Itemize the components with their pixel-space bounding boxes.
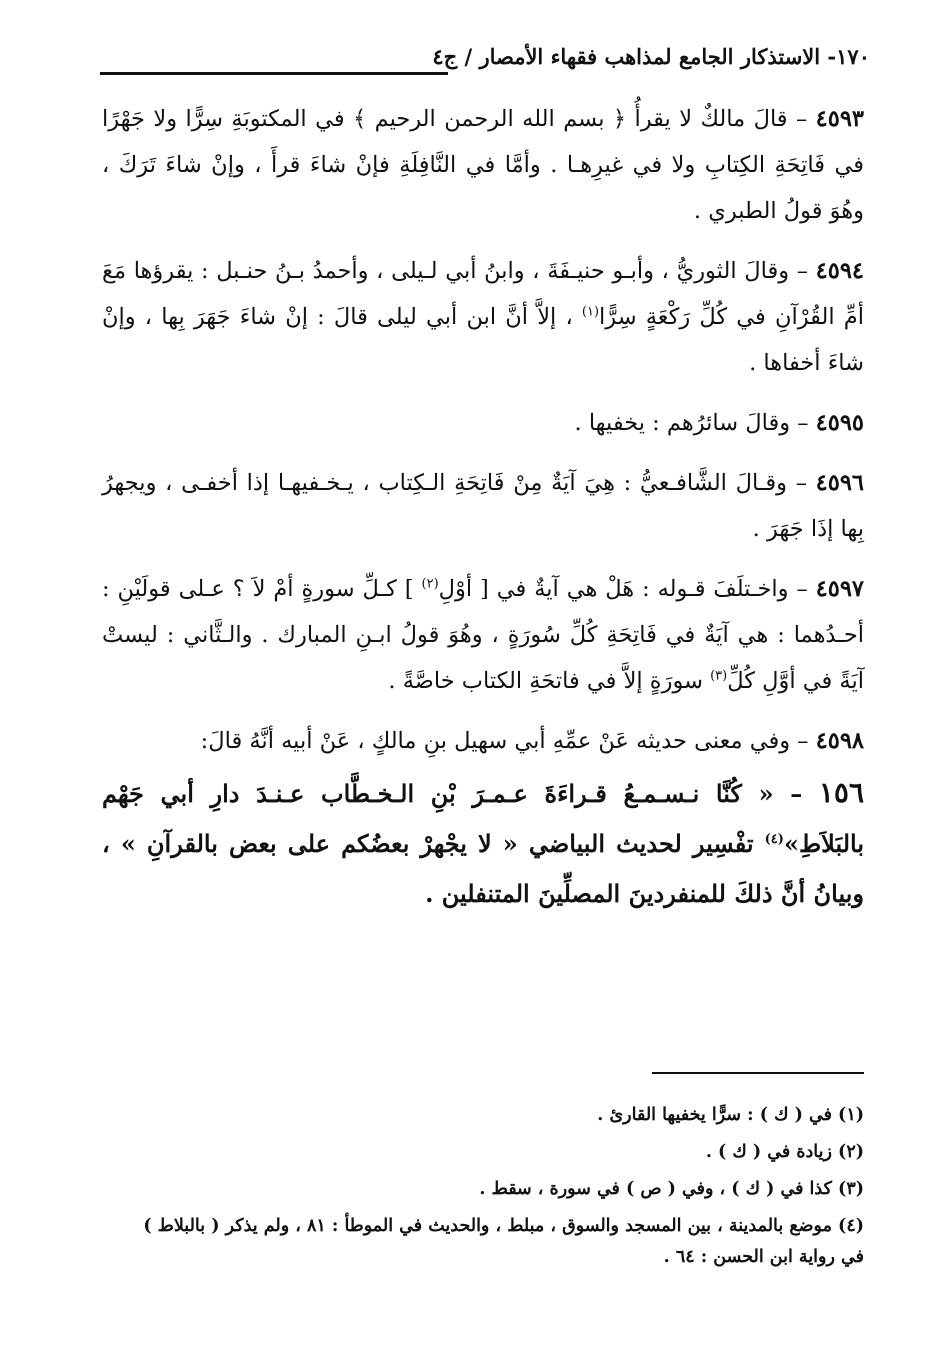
footnote-3: (٣) كذا في ( ك ) ، وفي ( ص ) في سورة ، سقط . <box>479 1179 864 1199</box>
footnote-ref: (٤) <box>764 832 784 847</box>
footnote-1: (١) في ( ك ) : سرًّا يخفيها القارئ . <box>597 1105 864 1125</box>
hadith-156 <box>102 768 864 919</box>
main-text <box>102 96 864 933</box>
footnote-2: (٢) زيادة في ( ك ) . <box>705 1142 864 1162</box>
footnote-4-continuation: في رواية ابن الحسن : ٦٤ . <box>663 1247 864 1267</box>
footnote-4 <box>94 1211 864 1242</box>
paragraph-4597 <box>102 566 864 704</box>
paragraph-text: – وفي معنى حديثه عَنْ عمِّهِ أبي سهيل بنِ مالكٍ ، عَنْ أبيه أنَّهُ قالَ: <box>200 728 809 754</box>
paragraph-4595 <box>102 400 864 446</box>
paragraph-number: ٤٥٩٥ <box>815 410 864 436</box>
running-header: ١٧٠- الاستذكار الجامع لمذاهب فقهاء الأمصار / ج٤ <box>432 44 870 69</box>
paragraph-4594 <box>102 248 864 386</box>
footnotes <box>94 1100 864 1279</box>
paragraph-number: ٤٥٩٤ <box>815 258 864 284</box>
paragraph-text: ] كـلِّ سورةٍ أمْ لاَ ؟ عـلى قولَيْنِ : أحـدُهما : هي آيَةٌ في فَاتِحَةِ كُلِّ سُورَةٍ ، وهُوَ قولُ ابـنِ المبارك . والـثَّاني : ليستْ آيَةً في أوَّلِ كُلِّ <box>102 576 864 694</box>
footnote-ref: (٢) <box>421 576 439 592</box>
paragraph-4596 <box>102 460 864 552</box>
hadith-text: تفْسِير لحديث البياضي « لا يجْهرْ بعضُكم على بعض بالقرآنِ » ، وبيانُ أنَّ ذلكَ للمنفردينَ المصلِّينَ المتنفلين . <box>102 829 864 908</box>
hadith-text: – « كُنَّا نـسـمـعُ قـراءَةَ عـمـرَ بْنِ الـخـطَّاب عـنـدَ دارِ أبي جَهْم بالبَلاَطِ» <box>102 779 864 858</box>
paragraph-4593 <box>102 96 864 234</box>
paragraph-text: – وقالَ سائرُهم : يخفيها . <box>574 410 809 436</box>
paragraph-text: – قالَ مالكٌ لا يقرأُ ﴿ بسم الله الرحمن الرحيم ﴾ في المكتوبَةِ سِرًّا ولا جَهْرًا في فَاتِحَةِ الكِتابِ ولا في غيرِهـا . وأمَّا في النَّافِلَةِ فإنْ شاءَ قرأَ ، وإنْ شاءَ تَرَكَ ، وهُوَ قولُ الطبري . <box>102 106 864 224</box>
footnote-ref: (١) <box>581 304 600 320</box>
paragraph-number: ٤٥٩٧ <box>815 576 865 602</box>
paragraph-4598 <box>102 718 864 764</box>
paragraph-text: – وقالَ الثوريُّ ، وأبـو حنيـفَةَ ، وابنُ أبي لـيلى ، وأحمدُ بـنُ حنـبل : يقرؤها مَعَ أمِّ القُرْآنِ في كُلِّ رَكْعَةٍ سِرًّا <box>102 258 864 330</box>
paragraph-text: – واخـتلَفَ قـوله : هَلْ هي آيةٌ في [ أوْلِ <box>438 576 808 602</box>
paragraph-number: ٤٥٩٨ <box>815 728 864 754</box>
hadith-number: ١٥٦ <box>818 776 864 809</box>
paragraph-text: ، إلاَّ أنَّ ابن أبي ليلى قالَ : إنْ شاءَ جَهَرَ بِها ، وإنْ شاءَ أخفاها . <box>102 304 864 376</box>
footnote-4-text: (٤) موضع بالمدينة ، بين المسجد والسوق ، مبلط ، والحديث في الموطأ : ٨١ ، ولم يذكر ( بالبلاط ) <box>143 1216 864 1236</box>
footnote-rule <box>652 1072 864 1074</box>
paragraph-number: ٤٥٩٣ <box>815 106 864 132</box>
header-rule <box>100 72 448 75</box>
paragraph-text: – وقـالَ الشَّافـعيُّ : هِيَ آيَةٌ مِنْ فَاتِحَةِ الـكِتاب ، يـخـفيهـا إذا أخفـى ، ويجهرُ بِها إذَا جَهَرَ . <box>102 470 864 542</box>
footnote-ref: (٣) <box>710 668 728 684</box>
paragraph-text: سورَةٍ إلاَّ في فاتحَةِ الكتاب خاصَّةً . <box>388 668 711 694</box>
paragraph-number: ٤٥٩٦ <box>815 470 864 496</box>
